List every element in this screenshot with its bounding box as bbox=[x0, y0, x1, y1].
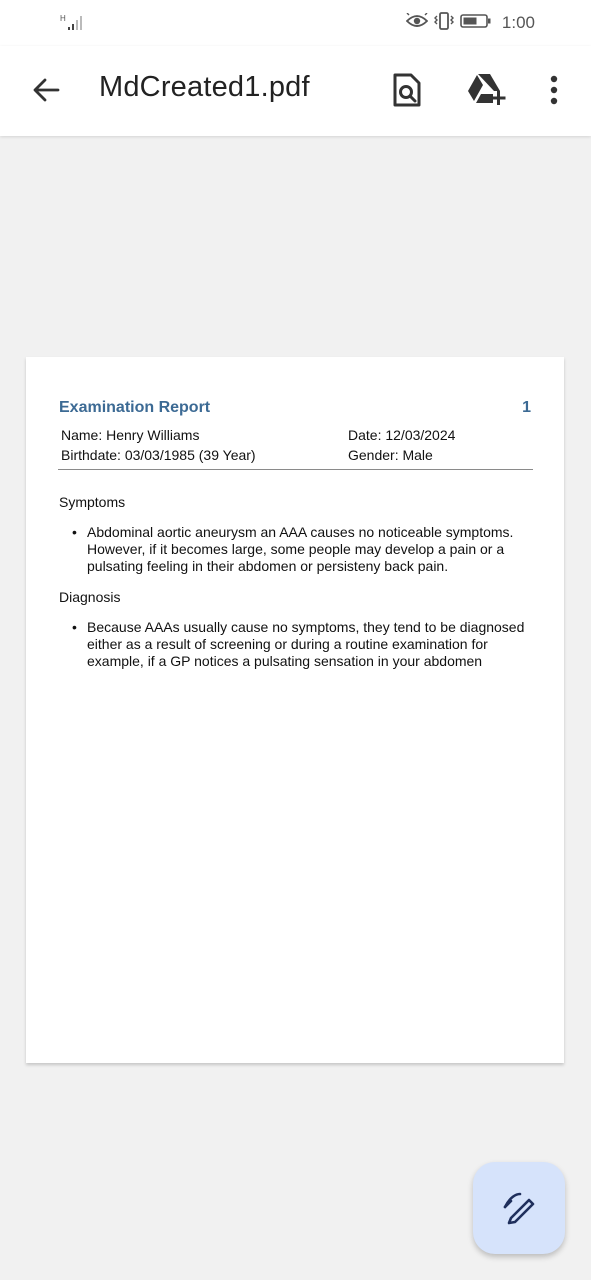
vibrate-icon bbox=[434, 11, 454, 36]
symptoms-heading: Symptoms bbox=[59, 494, 126, 510]
patient-birthdate: Birthdate: 03/03/1985 (39 Year) bbox=[61, 447, 256, 463]
network-type-label: H bbox=[60, 14, 66, 23]
symptoms-text: Abdominal aortic aneurysm an AAA causes no noticeable symptoms. However, if it becomes large, some people may develop a pain or a pulsating feeling in their abdomen or persisteny back pain. bbox=[87, 524, 514, 574]
app-bar bbox=[0, 46, 591, 136]
bullet: • bbox=[72, 619, 77, 635]
pdf-page[interactable] bbox=[26, 357, 564, 1063]
diagnosis-heading: Diagnosis bbox=[59, 589, 121, 605]
find-in-document-button[interactable] bbox=[385, 68, 429, 112]
patient-name: Name: Henry Williams bbox=[61, 427, 200, 443]
edit-annotate-icon bbox=[502, 1191, 536, 1225]
find-in-page-icon bbox=[392, 72, 422, 108]
back-arrow-icon bbox=[31, 75, 61, 105]
diagnosis-item bbox=[72, 619, 532, 670]
page-number: 1 bbox=[522, 399, 531, 416]
save-to-drive-button[interactable] bbox=[464, 68, 508, 112]
report-date: Date: 12/03/2024 bbox=[348, 427, 456, 443]
document-title: MdCreated1.pdf bbox=[99, 71, 310, 103]
battery-icon bbox=[460, 13, 492, 34]
symptoms-item bbox=[72, 524, 532, 575]
diagnosis-text: Because AAAs usually cause no symptoms, they tend to be diagnosed either as a result of screening or during a routine examination for example, if a GP notices a pulsating sensation in your abdomen bbox=[87, 619, 525, 669]
eye-comfort-icon bbox=[406, 13, 428, 34]
annotate-fab-button[interactable] bbox=[473, 1162, 565, 1254]
divider bbox=[58, 469, 533, 470]
drive-add-icon bbox=[466, 72, 506, 108]
report-title: Examination Report bbox=[59, 399, 211, 416]
bullet: • bbox=[72, 524, 77, 540]
patient-gender: Gender: Male bbox=[348, 447, 433, 463]
signal-icon bbox=[60, 12, 88, 32]
more-options-button[interactable] bbox=[532, 68, 576, 112]
status-bar bbox=[0, 0, 591, 46]
status-time: 1:00 bbox=[501, 13, 535, 32]
more-vert-icon bbox=[549, 75, 559, 105]
back-button[interactable] bbox=[26, 70, 66, 110]
